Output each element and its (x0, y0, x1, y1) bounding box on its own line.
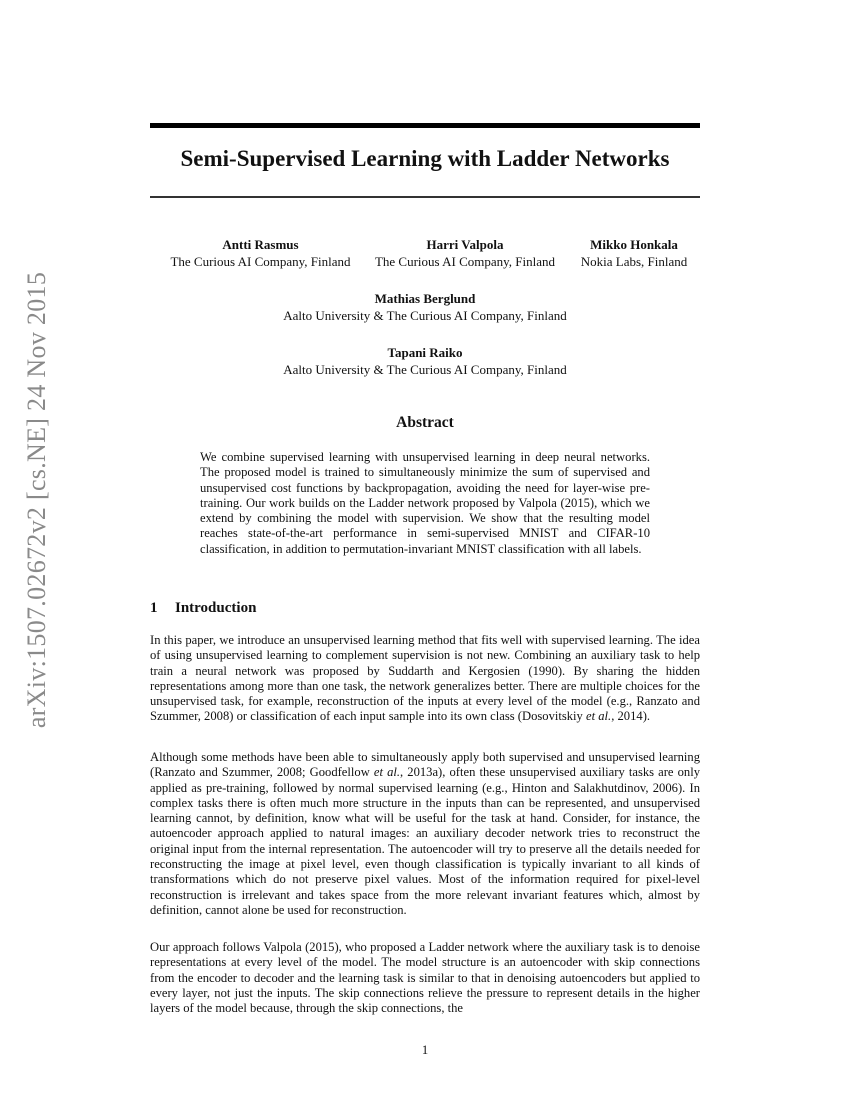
section-number: 1 (150, 600, 158, 616)
intro-paragraph-1 (150, 633, 700, 725)
paper-title: Semi-Supervised Learning with Ladder Networks (180, 146, 670, 171)
title-top-rule (150, 123, 700, 128)
author-entry (150, 344, 700, 378)
paragraph-text: In this paper, we introduce an unsupervised learning method that fits well with supervised learning. The idea of using unsupervised learning to complement supervision is not new. Combining an auxiliary task to help train a neural network was proposed by Suddarth and Kergosien (1990). By sharing the hidden representations among more than one task, the network generalizes better. There are multiple choices for the unsupervised task, for example, reconstruction of the inputs at every level of the model (e.g., Ranzato and Szummer, 2008) or classification of each input sample into its own class (Dosovitskiy (150, 633, 700, 724)
title-bottom-rule (150, 196, 700, 198)
section-title: Introduction (175, 600, 257, 616)
author-entry (575, 236, 693, 270)
paragraph-text: Our approach follows Valpola (2015), who proposed a Ladder network where the auxiliary task is to denoise representations at every level of the model. The model structure is an autoencoder with skip connections from the encoder to decoder and the learning task is similar to that in denoising autoencoders but applied to every layer, not just the inputs. The skip connections relieve the pressure to represent details in the higher layers of the model because, through the skip connections, the (150, 940, 700, 1016)
paragraph-text: Although some methods have been able to simultaneously apply both supervised and unsupervised learning (Ranzato and Szummer, 2008; Goodfellow (150, 750, 700, 780)
citation-etal: et al. (586, 709, 612, 724)
author-affiliation: Nokia Labs, Finland (580, 254, 688, 269)
abstract-heading: Abstract (396, 414, 454, 431)
section-heading (150, 600, 256, 617)
author-entry (150, 290, 700, 324)
author-affiliation: The Curious AI Company, Finland (374, 254, 556, 269)
paragraph-text: , 2013a), often these unsupervised auxiliary tasks are only applied as pre-training, followed by normal supervised learning (e.g., Hinton and Salakhutdinov, 2006). In complex tasks there is often much more structure in the inputs than can be represented, and unsupervised learning cannot, by definition, know what will be useful for the task at hand. Consider, for instance, the autoencoder approach applied to natural images: an auxiliary decoder network tries to reconstruct the original input from the internal representation. The autoencoder will try to preserve all the details needed for reconstructing the image at pixel level, even though classification is typically invariant to all kinds of transformations which do not preserve pixel values. Most of the information required for pixel-level reconstruction is irrelevant and takes space from the more relevant invariant features which, almost by definition, cannot alone be used for reconstruction. (150, 765, 701, 917)
paragraph-text: , 2014). (611, 709, 651, 724)
author-name: Mikko Honkala (590, 237, 678, 252)
author-affiliation: Aalto University & The Curious AI Company, Finland (283, 362, 567, 377)
author-affiliation: Aalto University & The Curious AI Company, Finland (283, 308, 567, 323)
author-entry (367, 236, 563, 270)
author-name: Harri Valpola (426, 237, 504, 252)
author-name: Antti Rasmus (222, 237, 299, 252)
author-entry (158, 236, 363, 270)
intro-paragraph-3 (150, 940, 700, 1016)
author-name: Tapani Raiko (387, 345, 463, 360)
citation-etal: et al. (373, 765, 401, 780)
intro-paragraph-2 (150, 750, 700, 918)
page-number: 1 (421, 1043, 429, 1057)
abstract-text: We combine supervised learning with unsupervised learning in deep neural networks. The proposed model is trained to simultaneously minimize the sum of supervised and unsupervised cost functions by backpropagation, avoiding the need for layer-wise pre-training. Our work builds on the Ladder network proposed by Valpola (2015), which we extend by combining the model with supervision. We show that the resulting model reaches state-of-the-art performance in semi-supervised MNIST and CIFAR-10 classification, in addition to permutation-invariant MNIST classification with all labels. (200, 450, 650, 556)
author-affiliation: The Curious AI Company, Finland (170, 254, 351, 269)
arxiv-identifier-stamp (16, 271, 58, 729)
author-name: Mathias Berglund (374, 291, 476, 306)
arxiv-stamp-text: arXiv:1507.02672v2 [cs.NE] 24 Nov 2015 (22, 271, 51, 729)
